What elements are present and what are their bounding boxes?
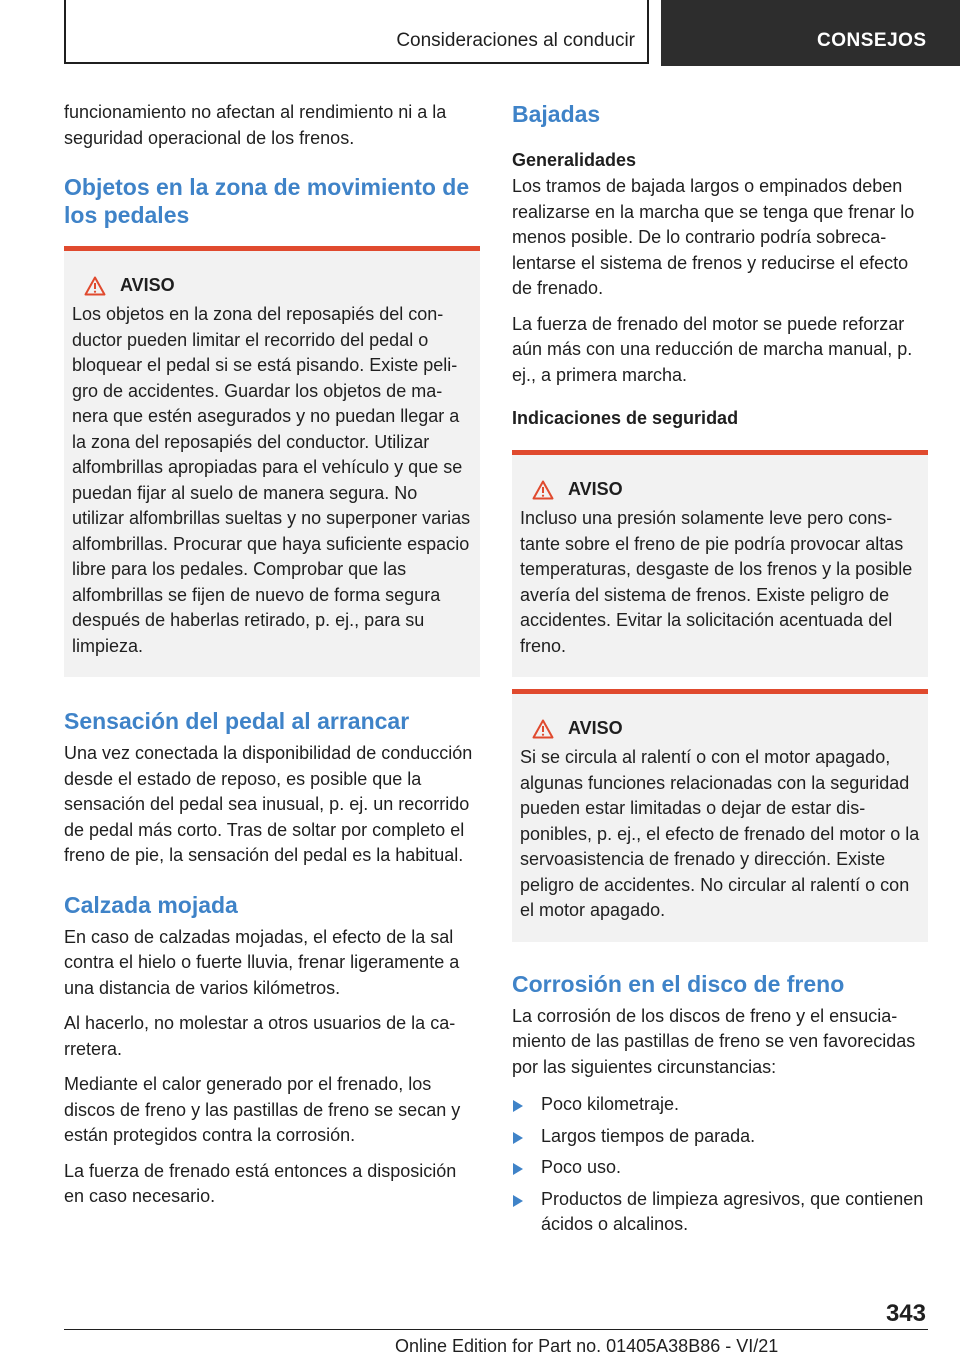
subheading-safety: Indicaciones de seguridad xyxy=(512,408,739,428)
wet-road-paragraph-1: En caso de calzadas mojadas, el efecto de la sal contra el hielo o fuerte lluvia, frenar ligeramente a una distancia de varios kilómetros. xyxy=(64,926,460,998)
triangle-bullet-icon xyxy=(513,1163,523,1175)
warning-text: Si se circula al ralentí o con el motor apagado, algunas funciones relacionadas con la seguridad pueden estar limitadas o dejar de estar disponibles, p. ej., el efecto de frenado del motor o la servoasistencia de frenado y dirección. Existe peligro de accidentes. No circular al ralentí o con el motor apagado. xyxy=(520,747,920,920)
warning-title xyxy=(72,275,472,296)
wet-road-paragraph-4: La fuerza de frenado está entonces a disposición en caso necesario. xyxy=(64,1160,457,1206)
heading-pedal-objects: Objetos en la zona de movimiento de los pedales xyxy=(64,174,470,228)
warning-triangle-icon xyxy=(532,719,554,739)
heading-pedal-feel: Sensación del pedal al arrancar xyxy=(64,708,410,734)
footer-divider xyxy=(64,1329,928,1330)
warning-box-pedal-objects xyxy=(64,246,480,677)
wet-road-paragraph-2: Al hacerlo, no molestar a otros usuarios de la carretera. xyxy=(64,1013,456,1059)
pedal-feel-paragraph: Una vez conectada la disponibilidad de conducción desde el estado de reposo, es posible que la sensación del pedal sea inusual, p. ej. un recorrido de pedal más corto. Tras de soltar por completo el freno de pie, la sensación del pedal es la habitual. xyxy=(64,743,473,865)
warning-text: Los objetos en la zona del reposapiés del conductor pueden limitar el recorrido del pedal o bloquear el pedal si se está pisando. Existe peligro de accidentes. Guardar los objetos de manera que estén asegurados y no puedan llegar a la zona del reposapiés del conductor. Utilizar alfombrillas apropiadas para el vehículo y que se puedan fijar al suelo de manera segura. No utilizar alfombrillas sueltas y no superponer varias alfombrillas. Procurar que haya suficiente espacio libre para los pedales. Comprobar que las alfombrillas se fijen de nuevo de forma segura después de haberlas retirado, p. ej., para su limpieza. xyxy=(72,304,471,656)
intro-paragraph: funcionamiento no afectan al rendimiento ni a la seguridad operacional de los frenos. xyxy=(64,102,447,148)
warning-box-brake-load xyxy=(512,450,928,677)
triangle-bullet-icon xyxy=(513,1132,523,1144)
warning-label: AVISO xyxy=(568,479,623,499)
triangle-bullet-icon xyxy=(513,1195,523,1207)
right-column xyxy=(512,100,928,1244)
list-item: Largos tiempos de parada. xyxy=(512,1124,928,1150)
section-title: Consideraciones al conducir xyxy=(396,30,635,51)
downhill-paragraph-1: Los tramos de bajada largos o empinados deben realizarse en la marcha que se tenga que frenar lo menos posible. De lo contrario podría sobrecalentarse el sistema de frenos y reducirse el efecto de frenado. xyxy=(512,176,915,298)
warning-text: Incluso una presión solamente leve pero constante sobre el freno de pie podría provocar altas temperaturas, desgaste de los frenos y la posible avería del sistema de frenos. Existe peligro de accidentes. Evitar la solicitación acentuada del freno. xyxy=(520,508,913,656)
page-header xyxy=(0,0,960,66)
corrosion-list xyxy=(512,1092,928,1238)
warning-triangle-icon xyxy=(532,480,554,500)
list-item: Productos de limpieza agresivos, que contienen ácidos o alcalinos. xyxy=(512,1187,928,1238)
edition-text: Online Edition for Part no. 01405A38B86 - VI/21 xyxy=(395,1336,779,1356)
list-item: Poco uso. xyxy=(512,1155,928,1181)
list-item: Poco kilometraje. xyxy=(512,1092,928,1118)
corrosion-paragraph: La corrosión de los discos de freno y el ensuciamiento de las pastillas de freno se ven favorecidas por las siguientes circunstancias: xyxy=(512,1005,916,1077)
warning-label: AVISO xyxy=(568,718,623,738)
chapter-tab xyxy=(661,0,960,66)
downhill-paragraph-2: La fuerza de frenado del motor se puede reforzar aún más con una reducción de marcha manual, p. ej., a primera marcha. xyxy=(512,313,913,385)
page-number: 343 xyxy=(885,1300,926,1327)
heading-wet-road: Calzada mojada xyxy=(64,891,238,918)
warning-triangle-icon xyxy=(84,276,106,296)
warning-box-idle-coasting xyxy=(512,689,928,942)
chapter-title: CONSEJOS xyxy=(817,30,927,51)
warning-title xyxy=(520,479,920,500)
warning-label: AVISO xyxy=(120,275,175,295)
left-column xyxy=(64,100,480,1220)
warning-title xyxy=(520,718,920,739)
triangle-bullet-icon xyxy=(513,1100,523,1112)
section-tab xyxy=(64,0,649,64)
wet-road-paragraph-3: Mediante el calor generado por el frenado, los discos de freno y las pastillas de freno se secan y están protegidos contra la corrosión. xyxy=(64,1074,461,1145)
heading-downhill: Bajadas xyxy=(512,101,601,127)
heading-disc-corrosion: Corrosión en el disco de freno xyxy=(512,970,845,997)
subheading-general: Generalidades xyxy=(512,150,637,170)
